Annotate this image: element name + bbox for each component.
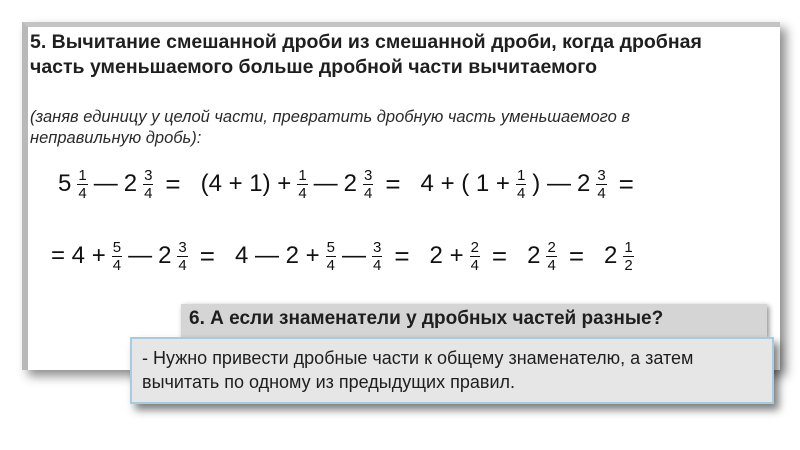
fraction-numerator: 2 — [470, 238, 479, 256]
equals-sign: = — [165, 168, 181, 199]
equation-term: — — [342, 242, 367, 269]
fraction-numerator: 3 — [364, 166, 373, 184]
fraction — [516, 167, 526, 202]
fraction — [326, 239, 336, 274]
equation-term: 2 + — [429, 242, 464, 269]
fraction-denominator: 4 — [373, 256, 382, 274]
fraction — [177, 239, 187, 274]
fraction-numerator: 1 — [516, 166, 526, 184]
equation-term: 4 — 2 + — [234, 242, 320, 269]
equation-term: — — [128, 242, 153, 269]
fraction — [112, 239, 122, 274]
fraction-denominator: 4 — [112, 256, 122, 274]
fraction-denominator: 4 — [364, 184, 373, 202]
fraction-numerator: 3 — [597, 166, 606, 184]
equation-term: 5 — [58, 170, 72, 197]
fraction-numerator: 1 — [78, 166, 87, 184]
fraction — [297, 167, 307, 202]
equals-sign: = — [491, 240, 508, 271]
fraction-numerator: 1 — [298, 166, 307, 184]
fraction — [363, 167, 373, 202]
equation-term: (4 + 1) + — [200, 170, 292, 197]
fraction-denominator: 4 — [298, 184, 307, 202]
answer-text: - Нужно привести дробные части к общему знаменателю, а затем вычитать по одному из предыдущих правил. — [142, 348, 694, 392]
equals-sign: = — [385, 168, 401, 199]
fraction-denominator: 4 — [326, 256, 336, 274]
question-box — [181, 304, 767, 337]
fraction-numerator: 1 — [624, 238, 633, 256]
fraction — [596, 167, 606, 202]
fraction-denominator: 4 — [516, 184, 526, 202]
fraction-numerator: 2 — [547, 238, 556, 256]
fraction-numerator: 3 — [144, 166, 153, 184]
fraction-denominator: 4 — [470, 256, 479, 274]
equation-term: = 4 + — [51, 242, 106, 269]
fraction — [143, 167, 153, 202]
fraction — [470, 239, 480, 274]
fraction-denominator: 4 — [144, 184, 153, 202]
fraction — [77, 167, 87, 202]
equation-line-2 — [48, 232, 637, 280]
fraction — [623, 239, 633, 274]
equation-term: 2 — [576, 170, 591, 197]
equation-term: 2 — [123, 170, 138, 197]
equation-line-1 — [55, 160, 651, 208]
equation-term: 2 — [158, 242, 172, 269]
fraction — [372, 239, 382, 274]
fraction-denominator: 4 — [78, 184, 87, 202]
equals-sign: = — [618, 168, 634, 199]
fraction-numerator: 3 — [373, 238, 382, 256]
equation-term: 2 — [527, 242, 541, 269]
fraction-numerator: 5 — [326, 238, 336, 256]
answer-box — [130, 337, 774, 404]
equals-sign: = — [394, 240, 410, 271]
equation-term: 2 — [604, 242, 618, 269]
fraction — [546, 239, 556, 274]
question-text: 6. А если знаменатели у дробных частей разные? — [189, 308, 664, 329]
rule-note: (заняв единицу у целой части, превратить дробную часть уменьшаемого в неправильную дробь): — [30, 108, 630, 147]
equation-term: ) — — [532, 170, 571, 197]
equation-term: — — [313, 170, 338, 197]
equation-term: — — [93, 170, 118, 197]
rule-heading: 5. Вычитание смешанной дроби из смешанной дроби, когда дробная часть уменьшаемого больше дробной части вычитаемого — [30, 31, 702, 78]
fraction-numerator: 5 — [112, 238, 122, 256]
fraction-denominator: 4 — [547, 256, 556, 274]
fraction-numerator: 3 — [178, 238, 187, 256]
fraction-denominator: 4 — [178, 256, 187, 274]
equals-sign: = — [199, 240, 215, 271]
equation-term: 4 + ( 1 + — [420, 170, 510, 197]
fraction-denominator: 2 — [624, 256, 633, 274]
equals-sign: = — [568, 240, 584, 271]
fraction-denominator: 4 — [597, 184, 606, 202]
equation-term: 2 — [343, 170, 358, 197]
